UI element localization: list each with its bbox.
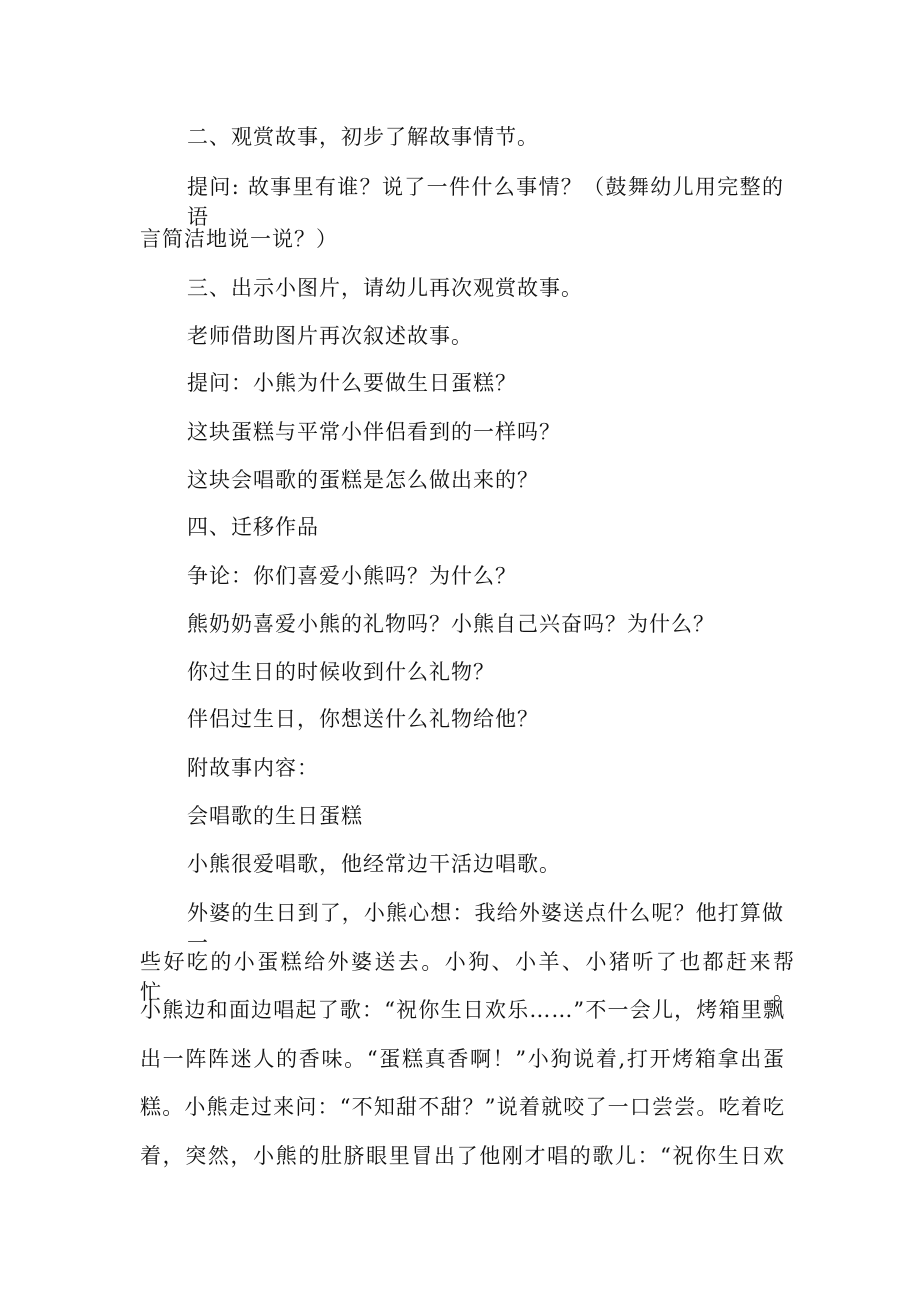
question-line: 你过生日的时候收到什么礼物？ xyxy=(187,660,495,684)
question-line: 这块会唱歌的蛋糕是怎么做出来的？ xyxy=(187,468,539,492)
question-line-continued: 言简洁地说一说？） xyxy=(140,227,338,251)
story-title: 会唱歌的生日蛋糕 xyxy=(187,804,363,828)
appendix-label: 附故事内容： xyxy=(187,756,319,780)
story-paragraph-continued: 小熊边和面边唱起了歌：“祝你生日欢乐……”不一会儿，烤箱里飘 xyxy=(140,998,785,1022)
question-line: 提问: 故事里有谁？说了一件什么事情？（鼓舞幼儿用完整的语 xyxy=(187,175,784,229)
story-paragraph: 小熊很爱唱歌，他经常边干活边唱歌。 xyxy=(187,852,561,876)
story-paragraph: 外婆的生日到了，小熊心想：我给外婆送点什么呢？他打算做一 xyxy=(187,901,784,955)
question-line: 这块蛋糕与平常小伴侣看到的一样吗？ xyxy=(187,420,561,444)
section-heading-2: 二、观赏故事，初步了解故事情节。 xyxy=(187,125,539,149)
story-paragraph-continued: 出一阵阵迷人的香味。“蛋糕真香啊！”小狗说着,打开烤箱拿出蛋 xyxy=(140,1047,785,1071)
story-paragraph-continued: 着，突然，小熊的肚脐眼里冒出了他刚才唱的歌儿：“祝你生日欢 xyxy=(140,1144,785,1168)
section-heading-4: 四、迁移作品 xyxy=(187,515,319,539)
question-line: 熊奶奶喜爱小熊的礼物吗？小熊自己兴奋吗？为什么？ xyxy=(187,612,715,636)
story-paragraph-continued: 糕。小熊走过来问：“不知甜不甜？”说着就咬了一口尝尝。吃着吃 xyxy=(140,1095,785,1119)
story-paragraph-continued: 些好吃的小蛋糕给外婆送去。小狗、小羊、小猪听了也都赶来帮忙。 xyxy=(140,950,795,1004)
question-line: 伴侣过生日，你想送什么礼物给他？ xyxy=(187,707,539,731)
paragraph-line: 老师借助图片再次叙述故事。 xyxy=(187,324,473,348)
question-line: 争论：你们喜爱小熊吗？为什么？ xyxy=(187,564,517,588)
section-heading-3: 三、出示小图片，请幼儿再次观赏故事。 xyxy=(187,276,583,300)
question-line: 提问：小熊为什么要做生日蛋糕？ xyxy=(187,371,517,395)
